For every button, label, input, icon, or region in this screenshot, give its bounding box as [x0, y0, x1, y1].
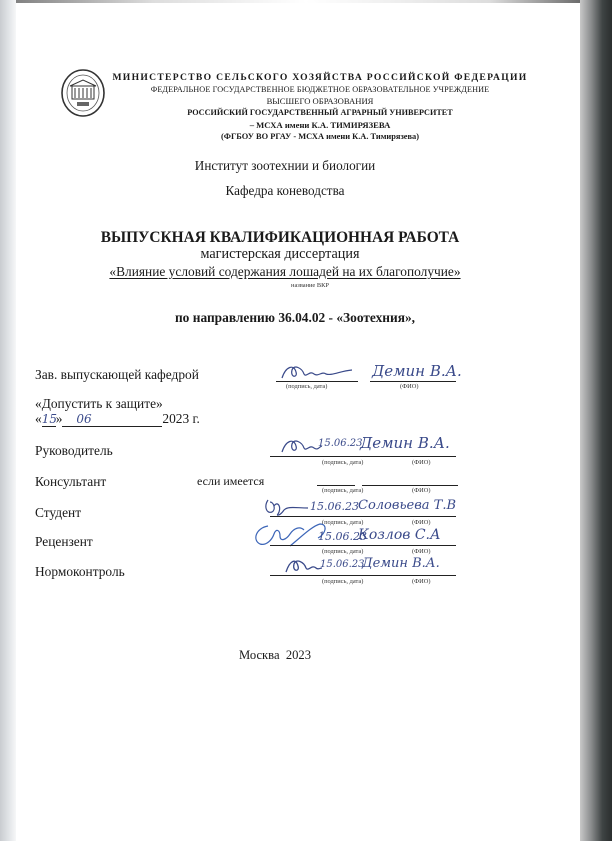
thesis-topic: «Влияние условий содержания лошадей на их благополучие» [109, 264, 461, 279]
consultant-note: если имеется [197, 474, 265, 488]
institution-type-line2: ВЫСШЕГО ОБРАЗОВАНИЯ [266, 96, 374, 106]
university-name-line2: – МСХА имени К.А. ТИМИРЯЗЕВА [249, 120, 391, 130]
student-signature [262, 496, 310, 523]
student-signature-caption: (подпись, дата) [322, 519, 364, 526]
consultant-name-line [362, 485, 458, 486]
head-signature-caption: (подпись, дата) [286, 383, 328, 390]
reviewer-name-caption: (ФИО) [412, 548, 431, 555]
reviewer-signature-caption: (подпись, дата) [322, 548, 364, 555]
head-name-line [370, 381, 456, 382]
student-date: 15.06.23 [310, 500, 359, 513]
consultant-name-caption: (ФИО) [412, 487, 431, 494]
reviewer-label: Рецензент [35, 534, 93, 549]
supervisor-signature-caption: (подпись, дата) [322, 459, 364, 466]
consultant-signature-caption: (подпись, дата) [322, 487, 364, 494]
university-short-name: (ФГБОУ ВО РГАУ - МСХА имени К.А. Тимирязева) [220, 132, 420, 141]
city-year: Москва 2023 [238, 648, 312, 662]
reviewer-date: 15.06.23 [318, 530, 367, 543]
scan-edge-right [580, 0, 612, 841]
head-of-department-label: Зав. выпускающей кафедрой [35, 367, 199, 382]
institute-name: Институт зоотехнии и биологии [194, 158, 376, 173]
norm-control-name: Демин В.А. [362, 556, 440, 571]
institution-type-line1: ФЕДЕРАЛЬНОЕ ГОСУДАРСТВЕННОЕ БЮДЖЕТНОЕ ОБРАЗОВАТЕЛЬНОЕ УЧРЕЖДЕНИЕ [150, 85, 490, 94]
head-signature-line [276, 381, 358, 382]
student-line [270, 516, 456, 517]
supervisor-label: Руководитель [35, 443, 113, 458]
student-name-caption: (ФИО) [412, 519, 431, 526]
norm-control-line [270, 575, 456, 576]
admission-label: «Допустить к защите» [35, 396, 163, 411]
department-name: Кафедра коневодства [225, 183, 345, 198]
ministry-name: МИНИСТЕРСТВО СЕЛЬСКОГО ХОЗЯЙСТВА РОССИЙСКОЙ ФЕДЕРАЦИИ [112, 72, 528, 83]
supervisor-name-caption: (ФИО) [412, 459, 431, 466]
admission-date [35, 411, 200, 427]
admission-day: 15 [41, 412, 57, 426]
university-seal-icon [60, 68, 106, 118]
supervisor-date: 15.06.23 [318, 438, 363, 449]
quote-open: « [35, 411, 42, 426]
supervisor-name: Демин В.А. [360, 434, 450, 452]
reviewer-line [270, 545, 456, 546]
admission-year: 2023 г. [162, 411, 200, 426]
work-kind: магистерская диссертация [200, 246, 360, 262]
norm-control-label: Нормоконтроль [35, 564, 125, 579]
university-name-line1: РОССИЙСКИЙ ГОСУДАРСТВЕННЫЙ АГРАРНЫЙ УНИВЕРСИТЕТ [187, 108, 453, 117]
quote-close: » [55, 411, 63, 426]
norm-control-date: 15.06.23 [320, 559, 365, 570]
thesis-topic-caption: название ВКР [291, 282, 329, 289]
consultant-signature-line [317, 485, 355, 486]
consultant-label: Консультант [35, 474, 107, 489]
head-handwritten-name: Демин В.А. [372, 362, 462, 380]
supervisor-signature [278, 436, 322, 461]
reviewer-name: Козлов С.А [358, 527, 441, 543]
student-name: Соловьева Т.В [358, 498, 457, 513]
head-name-caption: (ФИО) [400, 383, 419, 390]
scan-edge-left [0, 0, 16, 841]
norm-control-name-caption: (ФИО) [412, 578, 431, 585]
norm-control-signature [282, 556, 322, 581]
admission-month: 06 [62, 412, 162, 427]
student-label: Студент [35, 505, 82, 520]
supervisor-line [270, 456, 456, 457]
study-direction: по направлению 36.04.02 - «Зоотехния», [174, 310, 416, 325]
norm-control-signature-caption: (подпись, дата) [322, 578, 364, 585]
scan-edge-top [0, 0, 612, 3]
document-type: ВЫПУСКНАЯ КВАЛИФИКАЦИОННАЯ РАБОТА [100, 229, 460, 246]
